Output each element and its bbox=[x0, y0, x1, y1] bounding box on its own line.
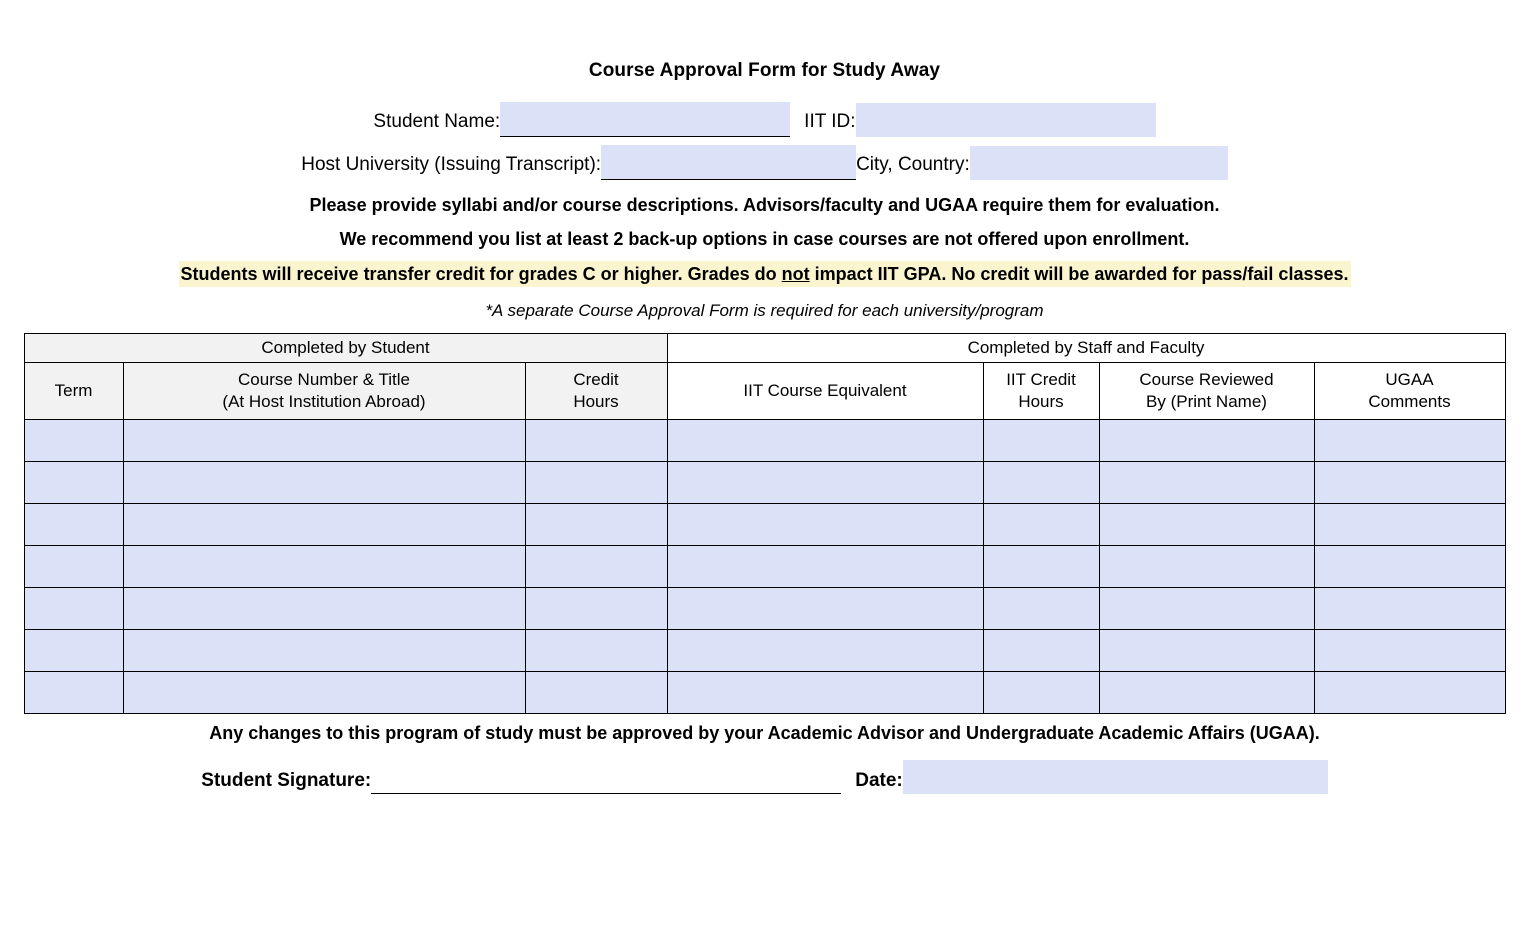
cell-reviewed-by[interactable] bbox=[1099, 672, 1314, 714]
host-university-row bbox=[0, 145, 1529, 180]
iit-id-label: IIT ID: bbox=[804, 111, 856, 132]
column-header-course-line1: Course Number & Title bbox=[238, 370, 410, 389]
cell-credit-hours[interactable] bbox=[525, 630, 667, 672]
student-name-input[interactable] bbox=[500, 102, 790, 137]
signature-row bbox=[0, 760, 1529, 794]
cell-iit-credit-hours[interactable] bbox=[983, 546, 1099, 588]
cell-iit-equivalent[interactable] bbox=[667, 420, 983, 462]
cell-term[interactable] bbox=[24, 462, 123, 504]
italic-note: *A separate Course Approval Form is required for each university/program bbox=[485, 301, 1044, 320]
highlighted-note-part1: Students will receive transfer credit for grades C or higher. Grades do bbox=[180, 264, 782, 284]
cell-course[interactable] bbox=[123, 630, 525, 672]
host-university-input[interactable] bbox=[601, 145, 856, 180]
column-header-iit-credit-hours bbox=[983, 363, 1099, 420]
cell-credit-hours[interactable] bbox=[525, 672, 667, 714]
table-row bbox=[24, 462, 1505, 504]
cell-iit-equivalent[interactable] bbox=[667, 672, 983, 714]
city-country-label: City, Country: bbox=[856, 154, 970, 175]
table-column-header-row bbox=[24, 363, 1505, 420]
column-header-iit-credit-line2: Hours bbox=[1018, 392, 1064, 411]
cell-term[interactable] bbox=[24, 504, 123, 546]
cell-iit-credit-hours[interactable] bbox=[983, 672, 1099, 714]
column-header-ugaa-line2: Comments bbox=[1368, 392, 1451, 411]
column-header-iit-equivalent: IIT Course Equivalent bbox=[667, 363, 983, 420]
cell-ugaa-comments[interactable] bbox=[1314, 630, 1505, 672]
student-name-row bbox=[0, 102, 1529, 137]
cell-ugaa-comments[interactable] bbox=[1314, 420, 1505, 462]
cell-iit-equivalent[interactable] bbox=[667, 462, 983, 504]
cell-iit-equivalent[interactable] bbox=[667, 630, 983, 672]
city-country-input[interactable] bbox=[970, 146, 1228, 180]
column-header-credit-line1: Credit bbox=[573, 370, 619, 389]
course-approval-table bbox=[24, 333, 1506, 714]
cell-course[interactable] bbox=[123, 504, 525, 546]
cell-ugaa-comments[interactable] bbox=[1314, 504, 1505, 546]
cell-ugaa-comments[interactable] bbox=[1314, 588, 1505, 630]
iit-id-input[interactable] bbox=[856, 103, 1156, 137]
cell-term[interactable] bbox=[24, 672, 123, 714]
column-header-reviewed-line2: By (Print Name) bbox=[1146, 392, 1267, 411]
table-row bbox=[24, 672, 1505, 714]
cell-credit-hours[interactable] bbox=[525, 420, 667, 462]
column-header-term: Term bbox=[24, 363, 123, 420]
cell-term[interactable] bbox=[24, 420, 123, 462]
cell-credit-hours[interactable] bbox=[525, 588, 667, 630]
cell-course[interactable] bbox=[123, 672, 525, 714]
signature-input[interactable] bbox=[371, 767, 841, 794]
instruction-line-2: We recommend you list at least 2 back-up options in case courses are not offered upon enrollment. bbox=[339, 229, 1190, 249]
group-header-student: Completed by Student bbox=[24, 334, 667, 363]
cell-ugaa-comments[interactable] bbox=[1314, 546, 1505, 588]
cell-ugaa-comments[interactable] bbox=[1314, 462, 1505, 504]
column-header-course bbox=[123, 363, 525, 420]
table-row bbox=[24, 504, 1505, 546]
form-page bbox=[0, 60, 1529, 933]
table-row bbox=[24, 420, 1505, 462]
cell-credit-hours[interactable] bbox=[525, 504, 667, 546]
cell-term[interactable] bbox=[24, 546, 123, 588]
cell-credit-hours[interactable] bbox=[525, 546, 667, 588]
cell-term[interactable] bbox=[24, 588, 123, 630]
cell-ugaa-comments[interactable] bbox=[1314, 672, 1505, 714]
highlighted-note bbox=[0, 259, 1529, 289]
signature-label: Student Signature: bbox=[201, 770, 372, 791]
column-header-credit-line2: Hours bbox=[573, 392, 619, 411]
cell-iit-equivalent[interactable] bbox=[667, 504, 983, 546]
column-header-reviewed-line1: Course Reviewed bbox=[1139, 370, 1274, 389]
column-header-ugaa-line1: UGAA bbox=[1385, 370, 1434, 389]
cell-reviewed-by[interactable] bbox=[1099, 420, 1314, 462]
cell-iit-equivalent[interactable] bbox=[667, 588, 983, 630]
cell-reviewed-by[interactable] bbox=[1099, 462, 1314, 504]
cell-course[interactable] bbox=[123, 546, 525, 588]
cell-credit-hours[interactable] bbox=[525, 462, 667, 504]
cell-iit-credit-hours[interactable] bbox=[983, 588, 1099, 630]
date-input[interactable] bbox=[903, 760, 1328, 794]
highlighted-note-part2: impact IIT GPA. No credit will be awarded for pass/fail classes. bbox=[809, 264, 1349, 284]
group-header-staff: Completed by Staff and Faculty bbox=[667, 334, 1505, 363]
column-header-iit-credit-line1: IIT Credit bbox=[1006, 370, 1076, 389]
page-title: Course Approval Form for Study Away bbox=[588, 60, 941, 81]
cell-iit-equivalent[interactable] bbox=[667, 546, 983, 588]
cell-iit-credit-hours[interactable] bbox=[983, 420, 1099, 462]
table-row bbox=[24, 588, 1505, 630]
column-header-reviewed-by bbox=[1099, 363, 1314, 420]
highlighted-note-underlined: not bbox=[781, 264, 810, 284]
identity-block bbox=[0, 102, 1529, 180]
cell-course[interactable] bbox=[123, 588, 525, 630]
cell-reviewed-by[interactable] bbox=[1099, 504, 1314, 546]
date-label: Date: bbox=[855, 770, 903, 791]
cell-iit-credit-hours[interactable] bbox=[983, 630, 1099, 672]
cell-reviewed-by[interactable] bbox=[1099, 588, 1314, 630]
table-group-header-row bbox=[24, 334, 1505, 363]
cell-iit-credit-hours[interactable] bbox=[983, 462, 1099, 504]
cell-course[interactable] bbox=[123, 420, 525, 462]
column-header-course-line2: (At Host Institution Abroad) bbox=[222, 392, 426, 411]
student-name-label: Student Name: bbox=[373, 111, 501, 132]
approval-note: Any changes to this program of study must be approved by your Academic Advisor and Undergraduate Academic Affairs (UGAA). bbox=[209, 723, 1320, 743]
column-header-ugaa-comments bbox=[1314, 363, 1505, 420]
cell-reviewed-by[interactable] bbox=[1099, 546, 1314, 588]
host-university-label: Host University (Issuing Transcript): bbox=[301, 154, 602, 175]
column-header-credit-hours bbox=[525, 363, 667, 420]
cell-term[interactable] bbox=[24, 630, 123, 672]
table-row bbox=[24, 630, 1505, 672]
cell-course[interactable] bbox=[123, 462, 525, 504]
cell-iit-credit-hours[interactable] bbox=[983, 504, 1099, 546]
table-row bbox=[24, 546, 1505, 588]
instruction-line-1: Please provide syllabi and/or course descriptions. Advisors/faculty and UGAA require them for evaluation. bbox=[309, 195, 1220, 215]
cell-reviewed-by[interactable] bbox=[1099, 630, 1314, 672]
